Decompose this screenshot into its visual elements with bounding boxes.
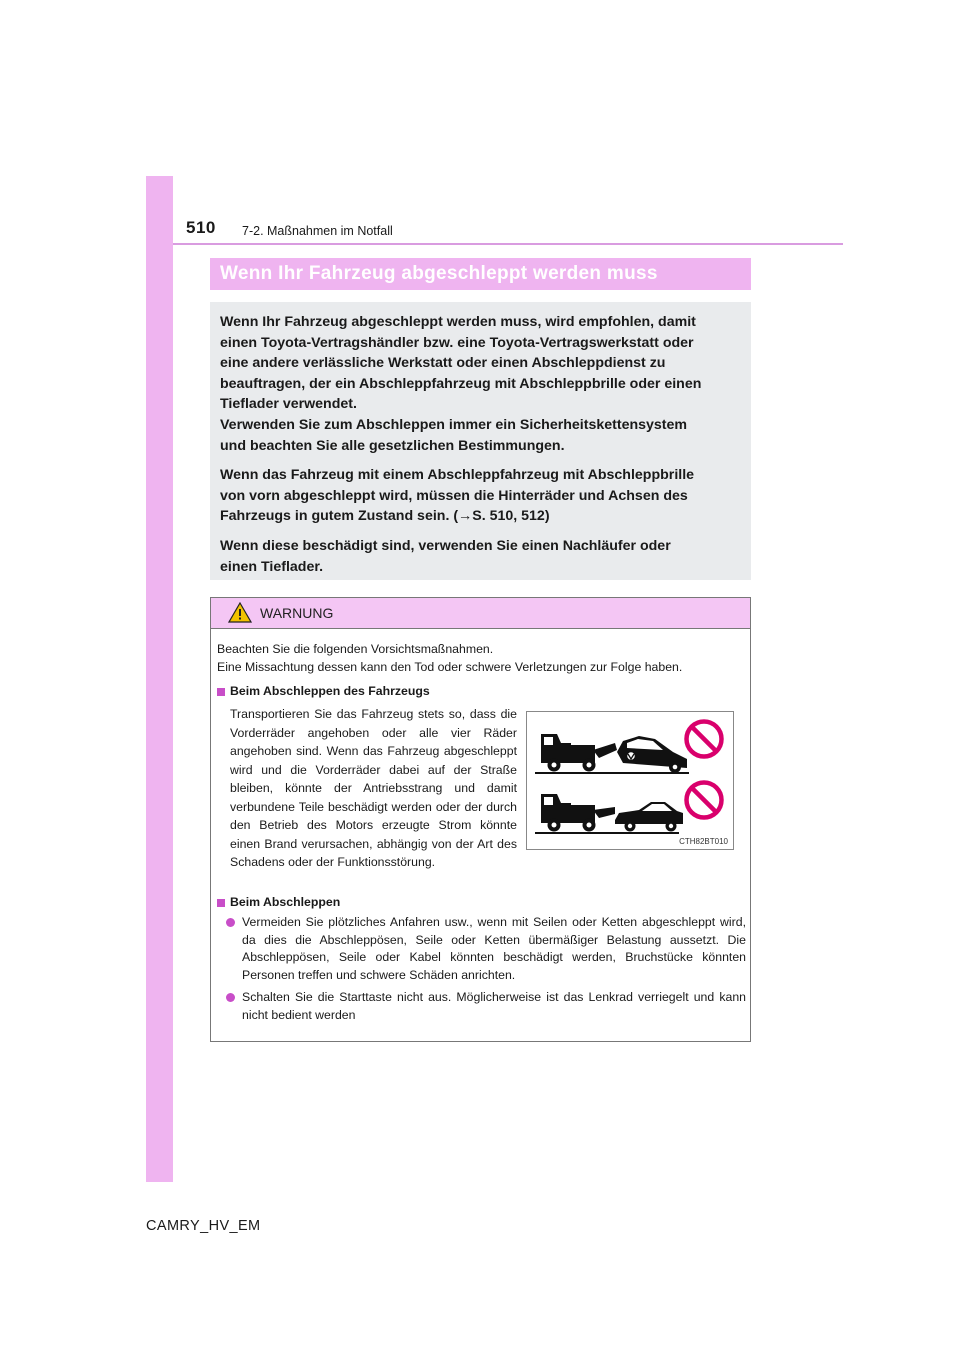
towing-illustration (526, 711, 734, 850)
warning-triangle-icon (228, 602, 252, 623)
footer-model-code: CAMRY_HV_EM (146, 1218, 261, 1234)
square-bullet-icon (217, 899, 225, 907)
header-divider (173, 243, 843, 245)
towing-vehicle-text: Transportieren Sie das Fahrzeug stets so, dass die Vorderräder angehoben oder alle vier Räder angehoben sind. Wenn das Fahrzeug abgeschleppt wird und die Vorderräder dabei auf der Straße bleiben, könnte der Antriebsstrang und damit verbundene Teile beschädigt werden oder der durch den Betrieb des Motors erzeugte Strom könnte einen Brand verursachen, abhängig von der Art des Schadens oder der Funktionsstörung. (230, 707, 517, 869)
intro-paragraph-2: Wenn das Fahrzeug mit einem Abschleppfahrzeug mit Abschleppbrille von vorn abgeschleppt wird, müssen die Hinterräder und Achsen des Fahrzeugs in gutem Zustand sein. (→S. 510, 512) (220, 467, 695, 525)
subheading-towing-vehicle: Beim Abschleppen des Fahrzeugs (217, 683, 430, 701)
illustration-code: CTH82BT010 (679, 837, 728, 846)
round-bullet-icon (226, 918, 235, 927)
page-number: 510 (186, 218, 216, 237)
section-title: 7-2. Maßnahmen im Notfall (242, 224, 393, 238)
intro-paragraph-1: Wenn Ihr Fahrzeug abgeschleppt werden muss, wird empfohlen, damit einen Toyota-Vertragshändler bzw. eine Toyota-Vertragswerkstatt oder eine andere verlässliche Werkstatt oder einen Abschleppdienst zu beauftragen, der ein Abschleppfahrzeug mit Abschleppbrille oder einen Tieflader verwendet. Verwenden Sie zum Abschleppen immer ein Sicherheitskettensystem und beachten Sie alle gesetzlichen Bestimmungen. (220, 314, 702, 454)
chapter-sidebar-tab (146, 176, 173, 1182)
warning-label: WARNUNG (260, 605, 334, 621)
square-bullet-icon (217, 688, 225, 696)
prohibited-icon (687, 783, 722, 818)
intro-box (210, 302, 751, 580)
warning-header (211, 598, 750, 629)
round-bullet-icon (226, 993, 235, 1002)
page-title: Wenn Ihr Fahrzeug abgeschleppt werden muss (210, 258, 751, 290)
tow-truck-icon (527, 712, 733, 849)
bullet-item-1: Vermeiden Sie plötzliches Anfahren usw., wenn mit Seilen oder Ketten abgeschleppt wird, da dies die Abschleppösen, Seile oder Ketten übermäßiger Belastung aussetzt. Die Abschleppösen, Seile oder Kabel könnten beschädigt werden, Bruchstücke könnten Personen treffen und schwere Schäden anrichten. (226, 914, 746, 984)
subheading-towing: Beim Abschleppen (217, 894, 340, 912)
intro-paragraph-3: Wenn diese beschädigt sind, verwenden Sie einen Nachläufer oder einen Tieflader. (220, 537, 671, 575)
bullet-item-2: Schalten Sie die Starttaste nicht aus. Möglicherweise ist das Lenkrad verriegelt und kann nicht bedient werden (226, 989, 746, 1024)
prohibited-icon (687, 722, 722, 757)
warning-lead: Beachten Sie die folgenden Vorsichtsmaßnahmen. Eine Missachtung dessen kann den Tod oder schwere Verletzungen zur Folge haben. (217, 642, 683, 674)
